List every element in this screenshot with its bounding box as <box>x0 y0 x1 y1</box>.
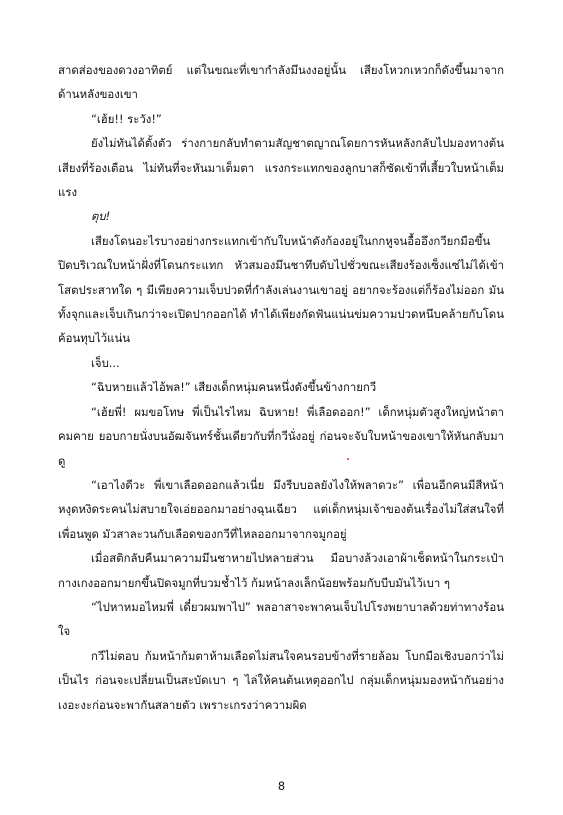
page-number: 8 <box>277 779 286 793</box>
paragraph-10: เมื่อสติกลับคืนมาความมึนชาหายไปหลายส่วน มือบางล้วงเอาผ้าเช็ดหน้าในกระเป๋ากางเกงออกมายกขึ้นปิดจมูกที่บวมช้ำไว้ ก้มหน้าลงเล็กน้อยพร้อมกับบีบมันไว้เบา ๆ <box>58 551 504 590</box>
body-text <box>58 58 504 717</box>
paragraph-8-dialogue: “เฮ้ยพี่! ผมขอโทษ พี่เป็นไรไหม ฉิบหาย! พี่เลือดออก!” เด็กหนุ่มตัวสูงใหญ่หน้าตาคมคาย ยอบกายนั่งบนอัฒจันทร์ชั้นเดียวกับที่กวีนั่งอยู่ ก่อนจะจับใบหน้าของเขาให้หันกลับมาดู <box>58 404 504 468</box>
paragraph-9-dialogue: “เอาไงดีวะ พี่เขาเลือดออกแล้วเนี่ย มึงรีบบอลยังไงให้พลาดวะ” เพื่อนอีกคนมีสีหน้าหงุดหงิดระคนไม่สบายใจเอ่ยออกมาอย่างฉุนเฉียว แต่เด็กหนุ่มเจ้าของต้นเรื่องไม่ใส่สนใจที่เพื่อนพูด มัวสาละวนกับเลือดของกวีที่ไหลออกมาจากจมูกอยู่ <box>58 477 504 541</box>
paragraph-7-dialogue: “ฉิบหายแล้วไอ้พล!” เสียงเด็กหนุ่มคนหนึ่งดังขึ้นข้างกายกวี <box>91 380 377 395</box>
paragraph-1: สาดส่องของดวงอาทิตย์ แต่ในขณะที่เขากำลังมึนงงอยู่นั้น เสียงโหวกเหวกก็ดังขึ้นมาจากด้านหลังของเขา <box>58 63 504 102</box>
stray-red-mark <box>347 458 349 460</box>
paragraph-12: กวีไม่ตอบ ก้มหน้าก้มตาห้ามเลือดไม่สนใจคนรอบข้างที่รายล้อม โบกมือเชิงบอกว่าไม่เป็นไร ก่อนจะเปลี่ยนเป็นสะบัดเบา ๆ ไล่ให้คนต้นเหตุออกไป กลุ่มเด็กหนุ่มมองหน้ากันอย่างเงอะงะก่อนจะพากันสลายตัว เพราะเกรงว่าความผิด <box>58 648 504 712</box>
paragraph-3: ยังไม่ทันได้ตั้งตัว ร่างกายกลับทำตามสัญชาตญาณโดยการหันหลังกลับไปมองทางต้นเสียงที่ร้องเตือน ไม่ทันที่จะหันมาเต็มตา แรงกระแทกของลูกบาสก็ซัดเข้าที่เสี้ยวใบหน้าเต็มแรง <box>58 136 504 200</box>
paragraph-11-dialogue: “ไปหาหมอไหมพี่ เดี๋ยวผมพาไป” พลอาสาจะพาคนเจ็บไปโรงพยาบาลด้วยท่าทางร้อนใจ <box>58 599 504 639</box>
paragraph-5: เสียงโดนอะไรบางอย่างกระแทกเข้ากับใบหน้าดังก้องอยู่ในกกหูจนอื้ออึงกวียกมือขึ้นปิดบริเวณใบหน้าฝั่งที่โดนกระแทก หัวสมองมึนชาทึบดับไปชั่วขณะเสียงร้องเซ็งแซ่ไม่ได้เข้าโสตประสาทใด ๆ มีเพียงความเจ็บปวดที่กำลังเล่นงานเขาอยู่ อยากจะร้องแต่ก็ร้องไม่ออก มันทั้งจุกและเจ็บเกินกว่าจะเปิดปากออกได้ ทำได้เพียงกัดฟันแน่นข่มความปวดหนึบคล้ายกับโดนค้อนทุบไว้แน่น <box>58 233 504 346</box>
paragraph-4-sound-effect: ตุบ! <box>91 209 111 224</box>
paragraph-6: เจ็บ... <box>91 355 120 370</box>
paragraph-2-dialogue: “เฮ้ย!! ระวัง!” <box>91 111 162 126</box>
